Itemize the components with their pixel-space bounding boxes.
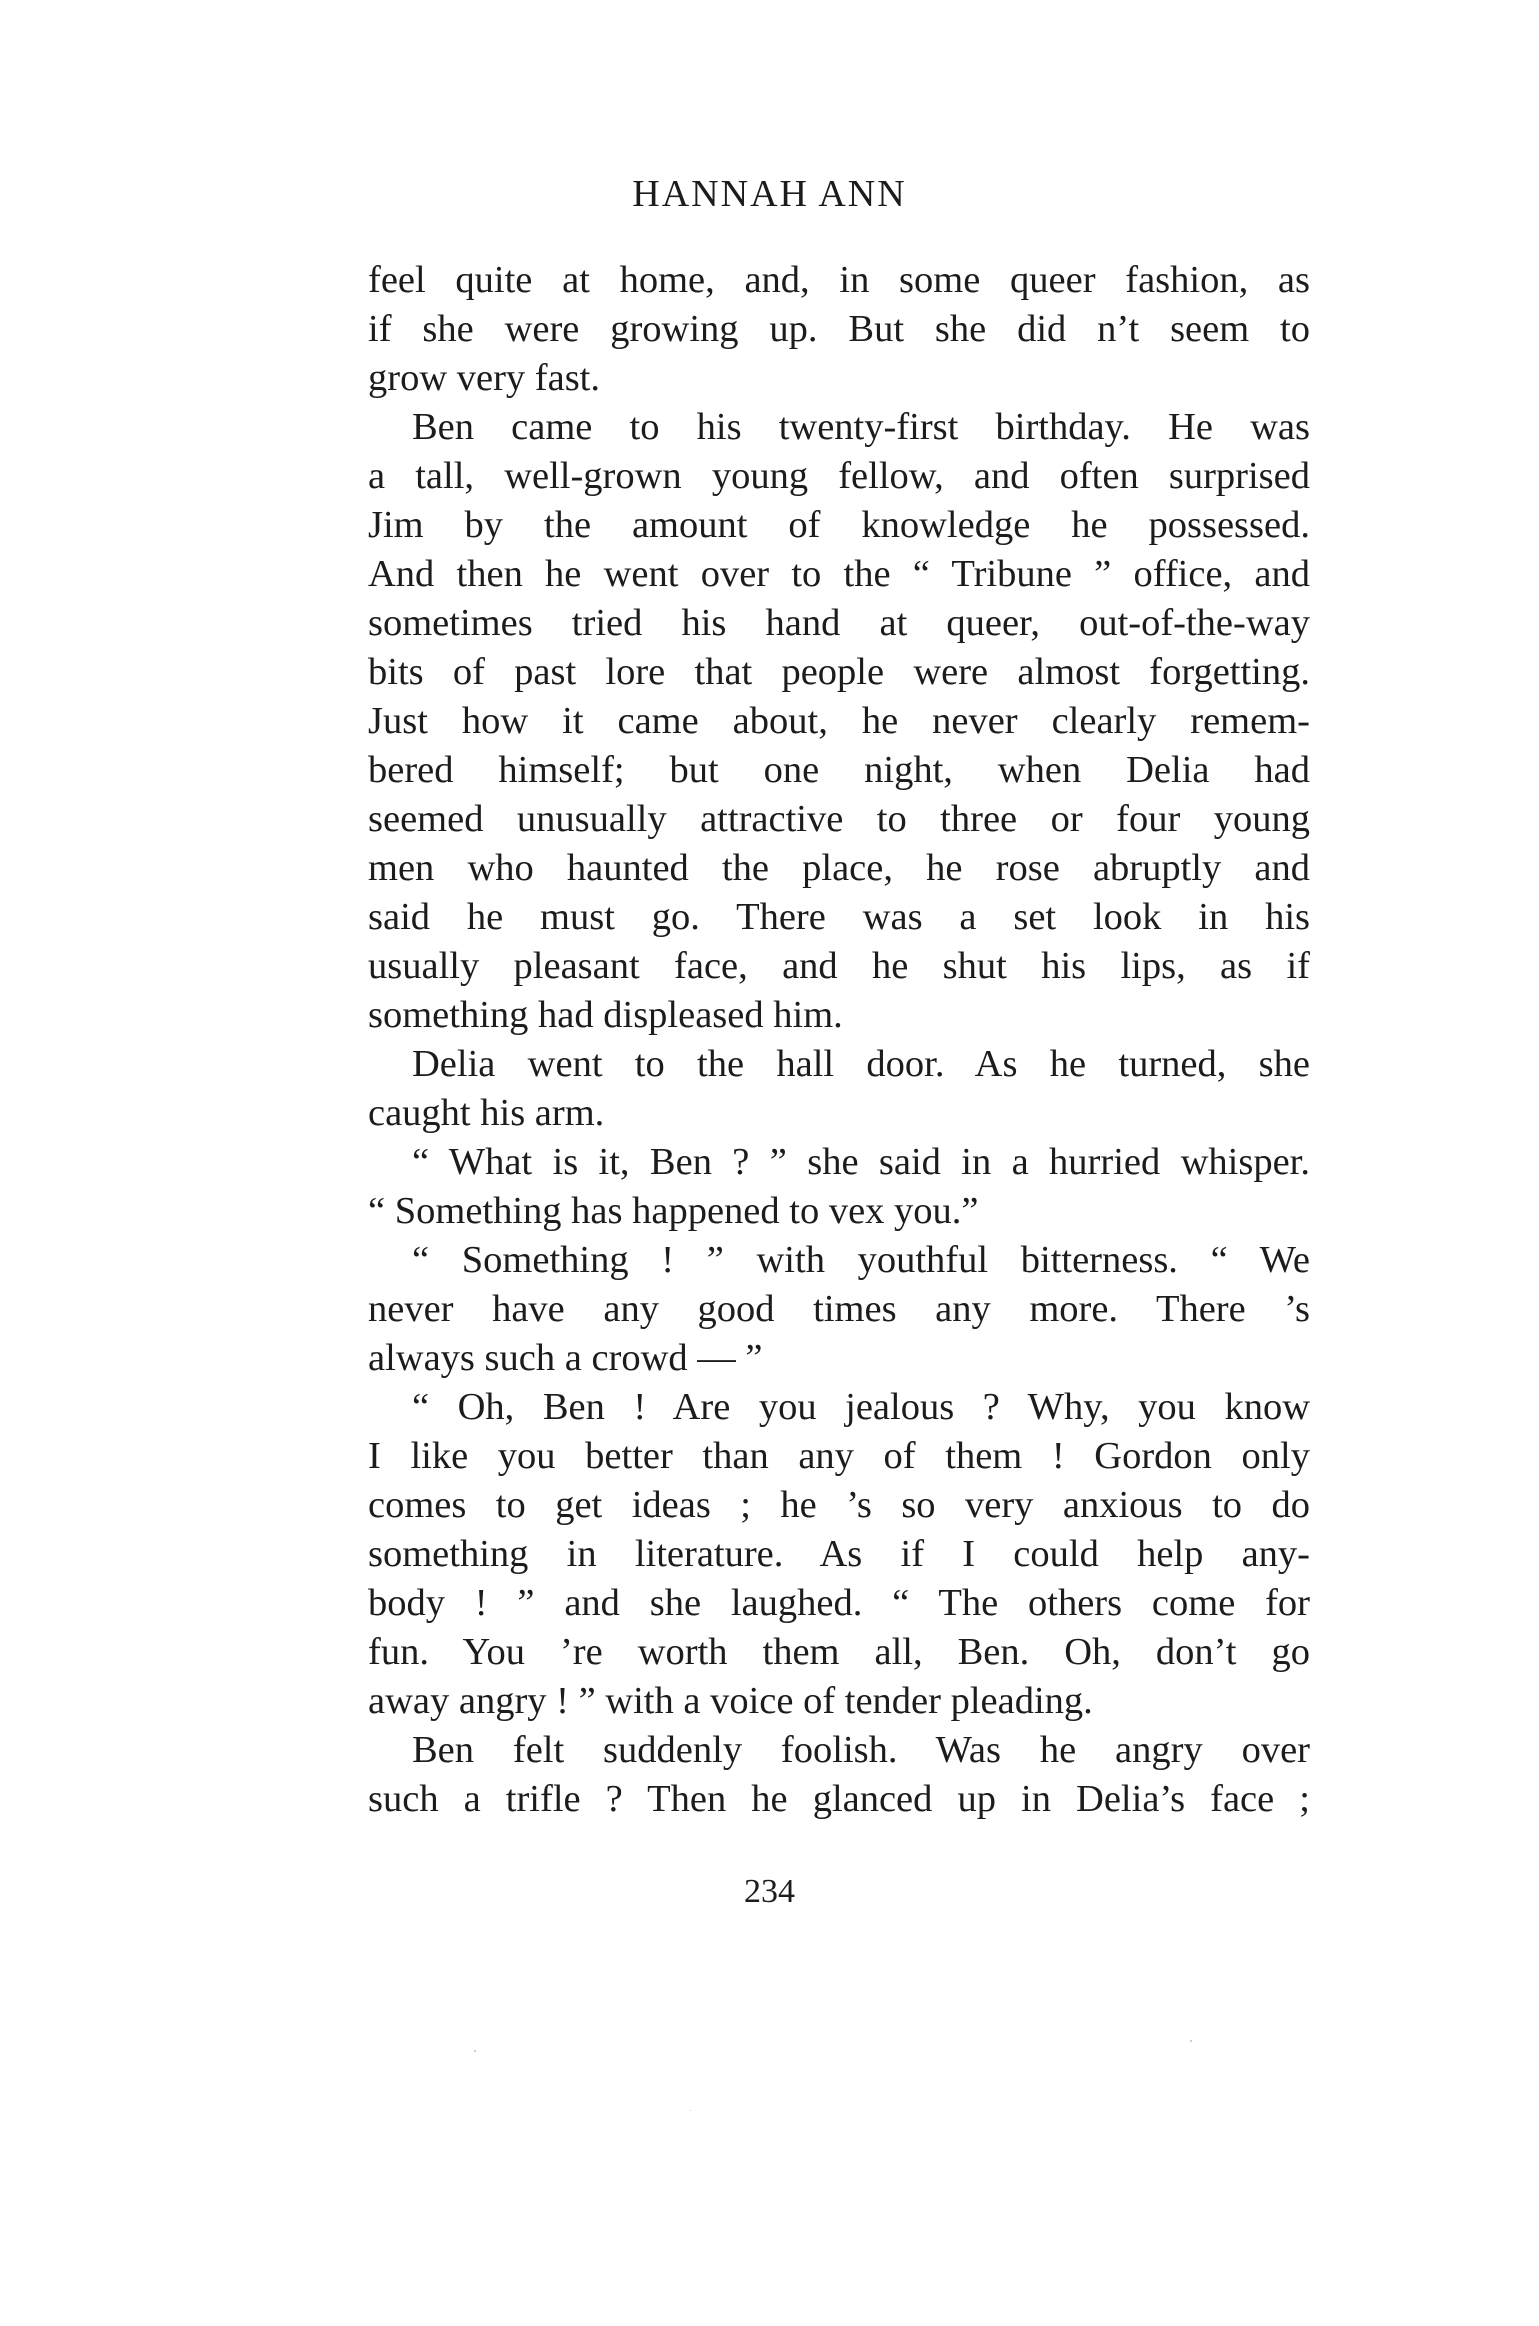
text-line: feel quite at home, and, in some queer fashion, as bbox=[368, 259, 1310, 301]
body-text bbox=[368, 256, 1310, 1824]
text-line: men who haunted the place, he rose abruptly and bbox=[368, 847, 1310, 889]
text-line: usually pleasant face, and he shut his lips, as if bbox=[368, 945, 1310, 987]
text-line: something had displeased him. bbox=[368, 994, 843, 1036]
text-line: something in literature. As if I could help any- bbox=[368, 1533, 1310, 1575]
paper-speck bbox=[690, 2110, 691, 2111]
text-line: never have any good times any more. There ’s bbox=[368, 1288, 1310, 1330]
text-line: Just how it came about, he never clearly remem- bbox=[368, 700, 1310, 742]
text-line: said he must go. There was a set look in his bbox=[368, 896, 1310, 938]
text-line: body ! ” and she laughed. “ The others come for bbox=[368, 1582, 1310, 1624]
text-line: Ben felt suddenly foolish. Was he angry over bbox=[412, 1729, 1310, 1771]
text-line: such a trifle ? Then he glanced up in Delia’s face ; bbox=[368, 1778, 1310, 1820]
paper-speck bbox=[474, 2050, 476, 2052]
text-line: caught his arm. bbox=[368, 1092, 605, 1134]
text-line: comes to get ideas ; he ’s so very anxious to do bbox=[368, 1484, 1310, 1526]
text-line: fun. You ’re worth them all, Ben. Oh, don’t go bbox=[368, 1631, 1310, 1673]
text-line: always such a crowd — ” bbox=[368, 1337, 763, 1379]
text-line: And then he went over to the “ Tribune ” office, and bbox=[368, 553, 1310, 595]
text-line: bits of past lore that people were almost forgetting. bbox=[368, 651, 1310, 693]
text-line: “ What is it, Ben ? ” she said in a hurried whisper. bbox=[412, 1141, 1310, 1183]
text-line: bered himself; but one night, when Delia had bbox=[368, 749, 1310, 791]
text-line: “ Something has happened to vex you.” bbox=[368, 1190, 979, 1232]
paper-speck bbox=[1190, 2040, 1192, 2042]
text-line: away angry ! ” with a voice of tender pleading. bbox=[368, 1680, 1093, 1722]
text-line: if she were growing up. But she did n’t seem to bbox=[368, 308, 1310, 350]
page-number: 234 bbox=[744, 1873, 795, 1910]
text-line: “ Oh, Ben ! Are you jealous ? Why, you know bbox=[412, 1386, 1310, 1428]
running-head: HANNAH ANN bbox=[632, 173, 907, 215]
text-line: Jim by the amount of knowledge he possessed. bbox=[368, 504, 1310, 546]
text-line: a tall, well-grown young fellow, and often surprised bbox=[368, 455, 1310, 497]
text-line: Ben came to his twenty-first birthday. He was bbox=[412, 406, 1310, 448]
text-line: sometimes tried his hand at queer, out-of-the-way bbox=[368, 602, 1310, 644]
text-line: grow very fast. bbox=[368, 357, 600, 399]
text-line: I like you better than any of them ! Gordon only bbox=[368, 1435, 1310, 1477]
text-line: “ Something ! ” with youthful bitterness. “ We bbox=[412, 1239, 1310, 1281]
text-line: seemed unusually attractive to three or four young bbox=[368, 798, 1310, 840]
text-line: Delia went to the hall door. As he turned, she bbox=[412, 1043, 1310, 1085]
